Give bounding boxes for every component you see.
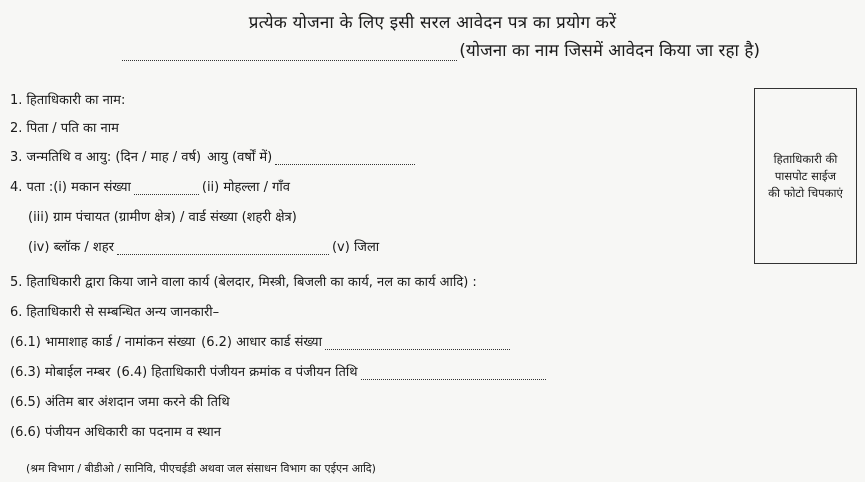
district-label: (v) जिला <box>331 240 380 255</box>
dob-age-row <box>10 147 728 165</box>
beneficiary-name-row <box>10 90 728 108</box>
father-husband-name-label: 2. पिता / पति का नाम <box>10 121 119 136</box>
officer-note: (श्रम विभाग / बीडीओ / सानिवि, पीएचईडी अथवा जल संसाधन विभाग का एईएन आदि) <box>26 462 376 475</box>
other-info-heading-row <box>10 302 858 320</box>
age-label: आयु (वर्षों में) <box>207 150 273 165</box>
photo-box-line-1: हिताधिकारी की <box>773 151 838 166</box>
bhamashah-label: (6.1) भामाशाह कार्ड / नामांकन संख्या <box>10 335 196 350</box>
house-number-label: 4. पता :(i) मकान संख्या <box>10 180 131 195</box>
age-field[interactable] <box>275 152 415 165</box>
registration-officer-label: (6.6) पंजीयन अधिकारी का पदनाम व स्थान <box>10 425 222 440</box>
scheme-name-row <box>120 38 760 61</box>
last-contribution-label: (6.5) अंतिम बार अंशदान जमा करने की तिथि <box>10 395 230 410</box>
mobile-registration-row <box>10 362 858 380</box>
registration-officer-row <box>10 422 858 440</box>
work-type-row <box>10 272 858 290</box>
photo-box-line-3: की फोटो चिपकाएं <box>768 185 843 200</box>
beneficiary-name-label: 1. हिताधिकारी का नाम: <box>10 93 126 108</box>
form-title: प्रत्येक योजना के लिए इसी सरल आवेदन पत्र का प्रयोग करें <box>248 13 617 33</box>
address-row-2 <box>28 207 728 225</box>
address-row-3 <box>28 237 728 255</box>
gram-panchayat-label: (iii) ग्राम पंचायत (ग्रामीण क्षेत्र) / वार्ड संख्या (शहरी क्षेत्र) <box>28 210 297 225</box>
registration-field[interactable] <box>361 367 546 380</box>
photo-box-line-2: पासपोट साईज <box>774 168 837 183</box>
bhamashah-aadhar-row <box>10 332 858 350</box>
scheme-name-field[interactable] <box>122 45 457 61</box>
last-contribution-row <box>10 392 858 410</box>
aadhar-label: (6.2) आधार कार्ड संख्या <box>201 335 322 350</box>
aadhar-field[interactable] <box>325 337 510 350</box>
registration-label: (6.4) हिताधिकारी पंजीयन क्रमांक व पंजीयन तिथि <box>116 365 358 380</box>
other-info-heading: 6. हिताधिकारी से सम्बन्धित अन्य जानकारी– <box>10 305 220 320</box>
address-row-1 <box>10 177 728 195</box>
scheme-name-label: (योजना का नाम जिसमें आवेदन किया जा रहा है) <box>459 41 760 61</box>
photo-box[interactable] <box>754 88 857 264</box>
house-number-field[interactable] <box>134 182 199 195</box>
work-type-label: 5. हिताधिकारी द्वारा किया जाने वाला कार्य (बेलदार, मिस्त्री, बिजली का कार्य, नल का कार्य आदि) : <box>10 275 477 290</box>
father-husband-name-row <box>10 118 728 136</box>
locality-label: (ii) मोहल्ला / गाँव <box>201 180 291 195</box>
dob-label: 3. जन्मतिथि व आयु: (दिन / माह / वर्ष) <box>10 150 202 165</box>
block-city-label: (iv) ब्लॉक / शहर <box>28 240 114 255</box>
block-city-field[interactable] <box>117 242 329 255</box>
mobile-label: (6.3) मोबाईल नम्बर <box>10 365 111 380</box>
